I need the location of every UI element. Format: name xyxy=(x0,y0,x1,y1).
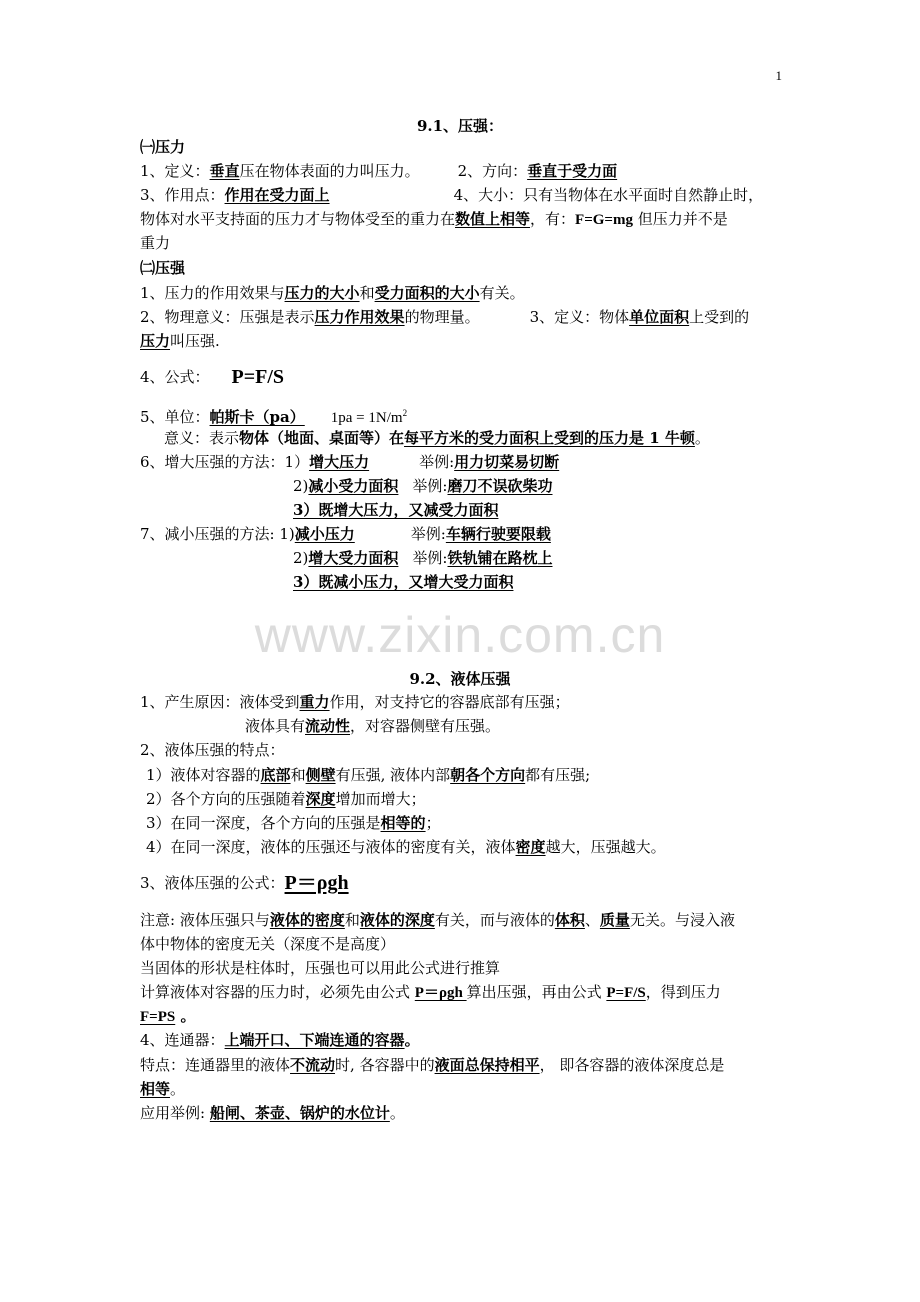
text: 和 xyxy=(344,911,360,929)
unit-definition: 1pa = 1N/m xyxy=(330,410,403,426)
formula: F=G=mg xyxy=(575,212,633,228)
text-line xyxy=(140,283,525,303)
key-term: 垂直于受力面 xyxy=(527,162,618,180)
text: ，有： xyxy=(530,210,576,228)
key-term: 作用在受力面上 xyxy=(224,186,330,204)
text: 物体对水平支持面的压力才与物体受至的重力在 xyxy=(140,210,456,228)
text: 3、作用点： xyxy=(140,186,225,204)
key-term: 减小压力 xyxy=(294,525,355,543)
text-line xyxy=(140,1030,420,1050)
key-term: 相等 xyxy=(140,1080,171,1098)
example: 铁轨铺在路枕上 xyxy=(447,549,553,567)
text-line xyxy=(164,428,710,448)
text: 3）在同一深度，各个方向的压强是 xyxy=(146,814,381,832)
key-term: 增大受力面积 xyxy=(308,549,399,567)
text: 上受到的 xyxy=(689,308,750,326)
text-line xyxy=(140,910,735,930)
text: 举例: xyxy=(410,525,446,543)
key-term: 相等的 xyxy=(380,814,426,832)
text: 1）液体对容器的 xyxy=(146,766,261,784)
text: 举例: xyxy=(412,549,448,567)
text: 2) xyxy=(293,549,309,567)
text: 应用举例: xyxy=(140,1104,210,1122)
text: 3、液体压强的公式： xyxy=(140,874,285,892)
text: 液体具有 xyxy=(245,717,306,735)
text: 5、单位： xyxy=(140,408,210,426)
text-line: 3）既减小压力，又增大受力面积 xyxy=(293,573,514,591)
text: 有压强, 液体内部 xyxy=(335,766,451,784)
text: 意义：表示 xyxy=(164,429,240,447)
text: ，得到压力 xyxy=(645,983,721,1001)
text-line xyxy=(146,789,426,809)
text-line xyxy=(140,1079,185,1099)
text-line xyxy=(140,982,721,1003)
key-term: 重力 xyxy=(299,693,330,711)
text: 4）在同一深度，液体的压强还与液体的密度有关，液体 xyxy=(146,838,516,856)
text: 、 xyxy=(584,911,600,929)
text: 1、定义： xyxy=(140,162,210,180)
text-line: 2、液体压强的特点： xyxy=(140,741,285,759)
text: 算出压强，再由公式 xyxy=(466,983,607,1001)
subheading-pressure: ㈡压强 xyxy=(140,259,186,277)
text: 。 xyxy=(175,1007,196,1025)
key-term: 减小受力面积 xyxy=(308,477,399,495)
text-line xyxy=(140,524,551,544)
text-line xyxy=(140,1103,405,1123)
section-title-9-1: 9.1、压强： xyxy=(416,117,504,135)
text-line: 当固体的形状是柱体时，压强也可以用此公式进行推算 xyxy=(140,959,501,977)
key-term: 密度 xyxy=(515,838,546,856)
formula: P＝ρgh xyxy=(414,985,467,1001)
liquid-pressure-formula: P＝ρgh xyxy=(284,872,349,894)
text: 叫压强. xyxy=(170,332,220,350)
text: 越大，压强越大。 xyxy=(545,838,666,856)
text: 时, 各容器中的 xyxy=(335,1056,435,1074)
text: 1、产生原因：液体受到 xyxy=(140,693,300,711)
text: 作用，对支持它的容器底部有压强； xyxy=(329,693,570,711)
page-number: 1 xyxy=(775,68,782,83)
subheading-pressure-force: ㈠压力 xyxy=(140,138,186,156)
text: 6、增大压强的方法：1） xyxy=(140,453,310,471)
key-term: 深度 xyxy=(305,790,336,808)
text-line: 体中物体的密度无关（深度不是高度） xyxy=(140,935,396,953)
text-line xyxy=(140,403,407,428)
key-term: 单位面积 xyxy=(629,308,690,326)
formula: P=F/S xyxy=(606,985,646,1001)
pressure-formula: P=F/S xyxy=(231,366,285,388)
key-term: 侧壁 xyxy=(305,766,336,784)
key-term: 液体的深度 xyxy=(359,911,435,929)
text: 3、定义：物体 xyxy=(529,308,630,326)
text: 有关。 xyxy=(479,284,525,302)
text: 2）各个方向的压强随着 xyxy=(146,790,306,808)
text: 4、连通器： xyxy=(140,1031,225,1049)
text-line xyxy=(146,765,590,785)
text-line xyxy=(140,692,570,712)
key-term: 增大压力 xyxy=(309,453,370,471)
text: 2、方向： xyxy=(457,162,528,180)
text: 压在物体表面的力叫压力。 xyxy=(239,162,420,180)
text: 的物理量。 xyxy=(404,308,480,326)
key-term: 朝各个方向 xyxy=(450,766,526,784)
text-line xyxy=(140,185,763,205)
text-line xyxy=(293,476,553,496)
text: 举例: xyxy=(419,453,455,471)
key-term: 流动性 xyxy=(305,717,351,735)
text: 4、公式： xyxy=(140,368,210,386)
key-term: 上端开口、下端连通的容器 xyxy=(224,1031,405,1049)
text: 无关。与浸入液 xyxy=(629,911,735,929)
text: 举例: xyxy=(412,477,448,495)
key-term: 数值上相等 xyxy=(455,210,531,228)
superscript: 2 xyxy=(402,408,408,418)
formula: F=PS xyxy=(140,1009,176,1025)
text: 和 xyxy=(290,766,306,784)
key-term: 不流动 xyxy=(290,1056,336,1074)
key-term: 压力 xyxy=(140,332,171,350)
text-line xyxy=(140,366,284,387)
text: 7、减小压强的方法: 1) xyxy=(140,525,295,543)
text-line xyxy=(140,307,749,327)
text: 。 xyxy=(389,1104,405,1122)
text: 都有压强; xyxy=(525,766,591,784)
example: 车辆行驶要限载 xyxy=(445,525,551,543)
key-term: 底部 xyxy=(260,766,291,784)
key-term: 垂直 xyxy=(209,162,240,180)
text-line xyxy=(293,548,553,568)
key-term: 受力面积的大小 xyxy=(374,284,480,302)
text: 物体（地面、桌面等）在 xyxy=(239,429,405,447)
text: 特点：连通器里的液体 xyxy=(140,1056,291,1074)
text: 4、大小：只有当物体在水平面时自然静止时， xyxy=(453,186,764,204)
text: 2、物理意义：压强是表示 xyxy=(140,308,315,326)
text-line: 重力 xyxy=(140,234,171,252)
text-line xyxy=(146,813,441,833)
text-line xyxy=(140,872,349,893)
text-line: 3）既增大压力，又减受力面积 xyxy=(293,501,499,519)
section-title-9-2: 9.2、液体压强 xyxy=(409,670,511,688)
text-line xyxy=(140,209,728,230)
text: 计算液体对容器的压力时，必须先由公式 xyxy=(140,983,415,1001)
text: 注意: 液体压强只与 xyxy=(140,911,270,929)
watermark: www.zixin.com.cn xyxy=(254,607,666,663)
text-line xyxy=(140,1006,195,1027)
text: 有关，而与液体的 xyxy=(434,911,555,929)
key-term: 船闸、茶壶、锅炉的水位计 xyxy=(209,1104,390,1122)
text: 2) xyxy=(293,477,309,495)
text-line xyxy=(140,161,617,181)
text: 。 xyxy=(170,1080,186,1098)
text: 。 xyxy=(694,429,710,447)
key-term: 每平方米的受力面积上受到的压力是 1 牛顿 xyxy=(404,429,695,447)
example: 磨刀不误砍柴功 xyxy=(447,477,553,495)
text: ； xyxy=(425,814,441,832)
key-term: 压力作用效果 xyxy=(314,308,405,326)
example: 用力切菜易切断 xyxy=(454,453,560,471)
key-term: 液面总保持相平 xyxy=(434,1056,540,1074)
key-term: 压力的大小 xyxy=(284,284,360,302)
text: 1、压力的作用效果与 xyxy=(140,284,285,302)
text: 。 xyxy=(404,1031,420,1049)
unit-name: 帕斯卡（pa） xyxy=(209,408,305,426)
text: ，对容器侧壁有压强。 xyxy=(350,717,501,735)
text: 增加而增大； xyxy=(335,790,426,808)
key-term: 质量 xyxy=(599,911,630,929)
key-term: 体积 xyxy=(554,911,585,929)
text-line xyxy=(146,837,666,857)
key-term: 液体的密度 xyxy=(269,911,345,929)
text: 和 xyxy=(359,284,375,302)
text-line xyxy=(140,452,559,472)
text-line xyxy=(140,1055,724,1075)
text-line xyxy=(245,716,500,736)
text-line xyxy=(140,331,220,351)
text: ， 即各容器的液体深度总是 xyxy=(539,1056,725,1074)
text: 但压力并不是 xyxy=(632,210,728,228)
